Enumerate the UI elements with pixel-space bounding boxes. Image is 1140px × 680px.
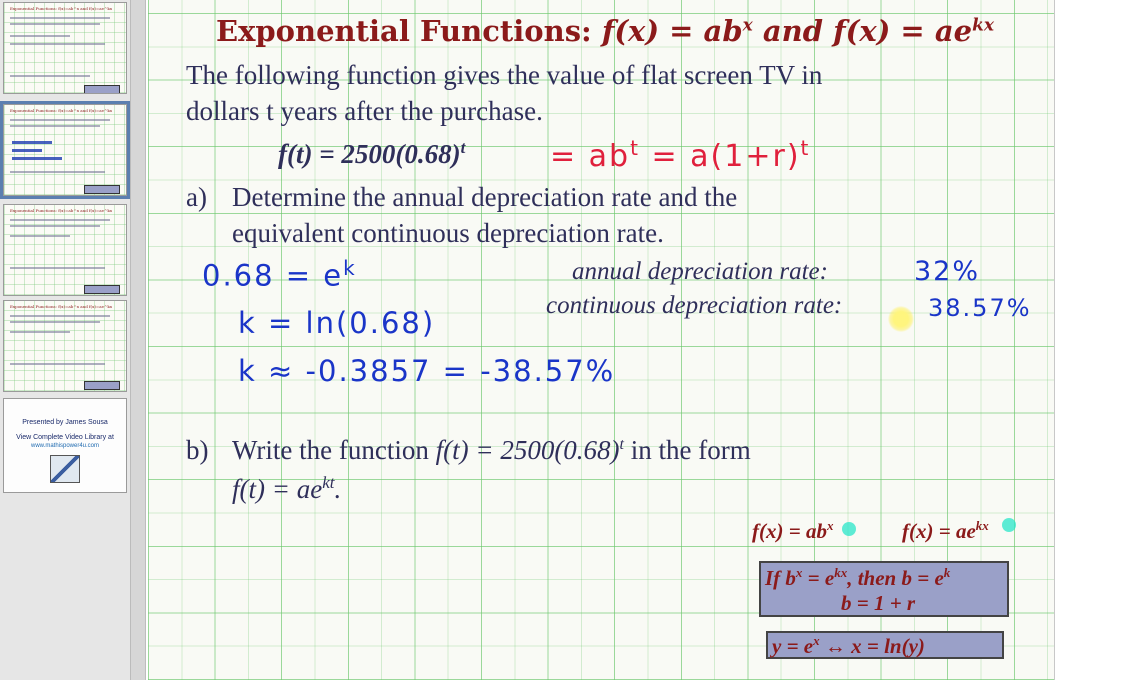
rule-exp-3: k — [943, 565, 951, 580]
part-b-form-exponent: kt — [322, 473, 335, 492]
part-b-line-1 — [232, 435, 751, 466]
title-formula-1: f(x) = ab — [601, 14, 743, 48]
highlight-marker — [842, 522, 856, 536]
thumbnail-scrollbar[interactable] — [130, 0, 145, 680]
rule-y-eq-e: y = e — [772, 634, 814, 658]
thumbnail-ink-line — [12, 157, 62, 160]
rule-box-log-exp — [766, 631, 1004, 659]
part-b-form: f(t) = ae — [232, 474, 323, 504]
part-b-form-end: . — [334, 474, 342, 504]
title-prefix: Exponential Functions: — [216, 14, 592, 48]
ink-blue-line-1 — [202, 256, 357, 293]
thumbnail-text-line — [10, 119, 110, 121]
thumbnail-text-line — [10, 315, 110, 317]
thumbnail-text-line — [10, 171, 105, 173]
slide-thumbnail-1[interactable] — [3, 2, 127, 94]
thumbnail-title: Exponential Functions: f(x)=ab^x and f(x)=ae^kx — [10, 208, 113, 213]
right-margin — [1054, 0, 1140, 680]
thumbnail-box — [84, 185, 120, 194]
note-formula-1 — [752, 518, 833, 544]
slide-thumbnail-3[interactable] — [3, 204, 127, 296]
rule-box-2-text — [772, 633, 925, 659]
thumbnail-title: Exponential Functions: f(x)=ab^x and f(x)=ae^kx — [10, 304, 113, 309]
thumbnail-text-line — [10, 267, 105, 269]
title-formula-1-exponent: x — [742, 15, 753, 36]
note-formula-1-text: f(x) = ab — [752, 519, 827, 543]
thumbnail-box — [84, 85, 120, 94]
rule-then: , then b = e — [847, 566, 944, 590]
slide-canvas — [148, 0, 1054, 680]
intro-line-1: The following function gives the value of flat screen TV in — [186, 60, 823, 90]
part-b-label: b) — [186, 435, 209, 465]
ink-annotation-red — [550, 136, 810, 174]
thumbnail-title: Exponential Functions: f(x)=ab^x and f(x)=ae^kx — [10, 108, 113, 113]
part-b-line-2 — [232, 473, 341, 505]
thumbnail-ink-line — [12, 149, 42, 152]
presenter-name: Presented by James Sousa — [22, 419, 108, 426]
note-formula-2 — [902, 518, 989, 544]
part-a-label: a) — [186, 182, 207, 212]
title-formula-2-exponent: kx — [972, 15, 994, 36]
title-and: and — [752, 14, 834, 48]
function-main-text: f(t) = 2500(0.68) — [278, 139, 461, 169]
library-url[interactable]: www.mathispower4u.com — [30, 443, 100, 449]
thumbnail-text-line — [10, 125, 100, 127]
ink-red-exp1: t — [630, 136, 640, 160]
thumbnail-box — [84, 285, 120, 294]
intro-line-2: dollars t years after the purchase. — [186, 96, 543, 126]
thumbnail-text-line — [10, 219, 110, 221]
thumbnail-text-line — [10, 331, 70, 333]
part-b-text-a: Write the function — [232, 435, 429, 465]
rule-eq-e: = e — [802, 566, 835, 590]
thumbnail-text-line — [10, 75, 90, 77]
thumbnail-text-line — [10, 35, 70, 37]
thumbnail-ink-line — [12, 141, 52, 144]
rule-box-line-2: b = 1 + r — [841, 591, 916, 615]
thumbnail-text-line — [10, 321, 100, 323]
ink-red-exp2: t — [800, 136, 811, 160]
highlight-marker — [1002, 518, 1016, 532]
part-a-line-2: equivalent continuous depreciation rate. — [232, 218, 664, 248]
pointer-highlight — [888, 306, 914, 332]
rule-if-b: If b — [765, 566, 796, 590]
annual-rate-value: 32% — [914, 256, 981, 287]
function-main — [278, 138, 465, 170]
rule-box-base-conversion — [759, 561, 1009, 617]
thumbnail-title: Exponential Functions: f(x)=ab^x and f(x)=ae^kx — [10, 6, 113, 11]
slide-thumbnail-4[interactable] — [3, 300, 127, 392]
thumbnail-text-line — [10, 43, 105, 45]
note-formula-2-exponent: kx — [975, 518, 989, 533]
thumbnail-box — [84, 381, 120, 390]
slide-thumbnail-panel — [0, 0, 146, 680]
ink-red-eq2: = a(1+r) — [651, 139, 801, 174]
ink-blue-line-3: k ≈ -0.3857 = -38.57% — [238, 354, 616, 388]
thumbnail-text-line — [10, 225, 100, 227]
slide-thumbnail-2[interactable] — [3, 104, 127, 196]
part-b-text-b: in the form — [630, 435, 751, 465]
note-formula-2-text: f(x) = ae — [902, 519, 976, 543]
rule-box-line-1 — [765, 565, 950, 591]
thumbnail-text-line — [10, 23, 100, 25]
ink-blue-line-2: k = ln(0.68) — [238, 306, 436, 340]
thumbnail-text-line — [10, 363, 105, 365]
annual-rate-label: annual depreciation rate: — [572, 258, 828, 285]
ink-blue-1-text: 0.68 = e — [202, 258, 344, 293]
mathispower4u-logo — [50, 455, 80, 483]
continuous-rate-label: continuous depreciation rate: — [546, 292, 843, 319]
ink-red-eq1: = ab — [550, 139, 631, 174]
thumbnail-text-line — [10, 17, 110, 19]
part-b-function-exponent: t — [619, 436, 624, 453]
slide-title — [216, 14, 994, 48]
presenter-promo — [3, 398, 127, 493]
part-b-function: f(t) = 2500(0.68) — [435, 435, 620, 465]
rule-ln: ↔ x = ln(y) — [819, 634, 925, 658]
function-main-exponent: t — [460, 138, 466, 157]
title-formula-2: f(x) = ae — [833, 14, 973, 48]
rule-box-2-exponent: x — [813, 633, 820, 648]
library-text: View Complete Video Library at — [16, 434, 114, 441]
ink-blue-1-exponent: k — [343, 256, 357, 280]
part-a-line-1: Determine the annual depreciation rate and the — [232, 182, 738, 212]
rule-exp-1: x — [795, 565, 803, 580]
rule-exp-2: kx — [834, 565, 848, 580]
thumbnail-text-line — [10, 235, 70, 237]
continuous-rate-value: 38.57% — [928, 294, 1032, 322]
note-formula-1-exponent: x — [826, 518, 834, 533]
